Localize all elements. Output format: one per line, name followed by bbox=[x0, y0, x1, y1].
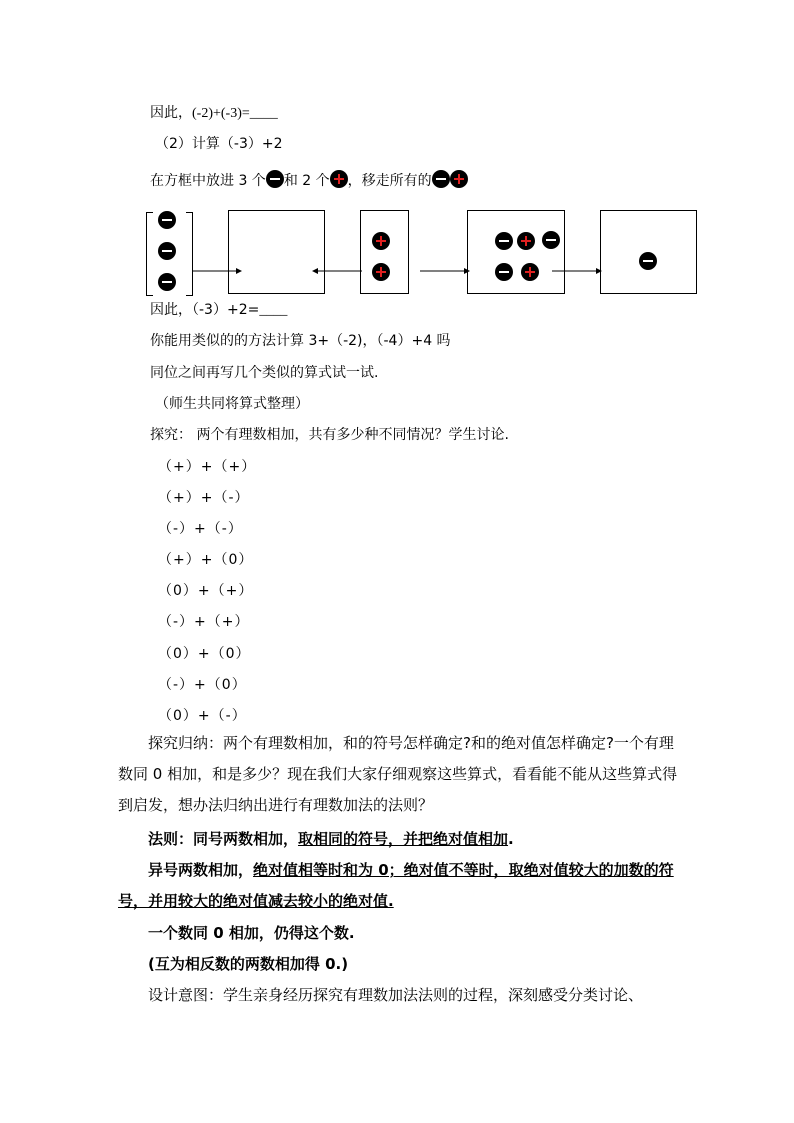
line-result-2 bbox=[150, 301, 287, 320]
minus-chip-icon bbox=[432, 170, 450, 188]
answer-blank: ____ bbox=[249, 106, 278, 121]
case-item: （-）+（-） bbox=[158, 521, 243, 537]
line-organize: （师生共同将算式整理） bbox=[155, 396, 309, 412]
design-intent-paragraph: 设计意图：学生亲身经历探究有理数加法法则的过程，深刻感受分类讨论、 bbox=[148, 986, 644, 1004]
rule1-underlined: 取相同的符号，并把绝对值相加 bbox=[298, 830, 509, 848]
plus-chip-icon bbox=[521, 263, 539, 281]
arrow-left-icon bbox=[312, 266, 362, 276]
line-compute: （2）计算（-3）+2 bbox=[155, 136, 283, 152]
plus-chip-icon bbox=[517, 232, 535, 250]
line-result-1 bbox=[150, 104, 278, 123]
arrow-right-icon bbox=[420, 266, 470, 276]
left-bracket bbox=[146, 212, 153, 296]
right-bracket bbox=[186, 212, 193, 296]
case-item: （0）+（+） bbox=[158, 583, 254, 599]
minus-chip-icon bbox=[266, 170, 284, 188]
induction-paragraph: 探究归纳：两个有理数相加，和的符号怎样确定?和的绝对值怎样确定?一个有理数同 0 相加，和是多少？现在我们大家仔细观察这些算式，看看能不能从这些算式得到启发，想办法归纳出进行有理数加法的法则？ bbox=[118, 734, 678, 814]
case-item: （+）+（+） bbox=[158, 459, 257, 475]
rule2-underlined: 绝对值相等时和为 0；绝对值不等时，取绝对值较大的加数的符号，并用较大的绝对值减去较小的绝对值. bbox=[118, 861, 674, 910]
case-item: （0）+（-） bbox=[158, 708, 247, 724]
plus-chip-icon bbox=[372, 232, 390, 250]
case-item: （-）+（+） bbox=[158, 614, 250, 630]
rule2-lead: 异号两数相加， bbox=[148, 861, 254, 879]
rule1-end: . bbox=[508, 830, 514, 848]
plus-chip-icon bbox=[330, 170, 348, 188]
rule-add-zero: 一个数同 0 相加，仍得这个数. bbox=[148, 924, 355, 942]
rule-opposites: (互为相反数的两数相加得 0.) bbox=[148, 955, 349, 973]
plus-box bbox=[360, 210, 409, 294]
minus-chip-icon bbox=[158, 211, 176, 229]
plus-chip-icon bbox=[372, 263, 390, 281]
rule-same-sign bbox=[118, 824, 678, 855]
instr-part-a: 在方框中放进 3 个 bbox=[150, 173, 266, 189]
minus-chip-icon bbox=[495, 263, 513, 281]
minus-chip-icon bbox=[495, 232, 513, 250]
rule-opposite-sign bbox=[118, 855, 678, 917]
case-item: （+）+（-） bbox=[158, 490, 250, 506]
minus-chip-icon bbox=[639, 252, 657, 270]
instr-part-c: ，移走所有的 bbox=[347, 173, 432, 189]
rule1-lead: 法则：同号两数相加， bbox=[148, 830, 299, 848]
result-prefix: 因此， bbox=[150, 105, 192, 121]
minus-chip-icon bbox=[158, 273, 176, 291]
line-question: 你能用类似的的方法计算 3+（-2)，（-4）+4 吗 bbox=[150, 333, 451, 349]
arrow-right-icon bbox=[552, 266, 602, 276]
minus-chip-icon bbox=[158, 242, 176, 260]
result-expression: (-2)+(-3)= bbox=[192, 106, 250, 121]
case-item: （-）+（0） bbox=[158, 677, 247, 693]
case-item: （+）+（0） bbox=[158, 552, 254, 568]
result2-text: 因此，（-3）+2= bbox=[150, 302, 260, 318]
plus-chip-icon bbox=[450, 170, 468, 188]
line-instructions bbox=[150, 170, 468, 190]
case-item: （0）+（0） bbox=[158, 646, 251, 662]
line-pair-practice: 同位之间再写几个类似的算式试一试. bbox=[150, 365, 379, 381]
mixed-box bbox=[467, 210, 565, 294]
empty-box bbox=[228, 210, 325, 294]
minus-chip-icon bbox=[542, 231, 560, 249]
instr-part-b: 和 2 个 bbox=[283, 173, 330, 189]
line-explore: 探究： 两个有理数相加，共有多少种不同情况？学生讨论. bbox=[150, 427, 509, 443]
answer-blank: ____ bbox=[259, 303, 288, 318]
